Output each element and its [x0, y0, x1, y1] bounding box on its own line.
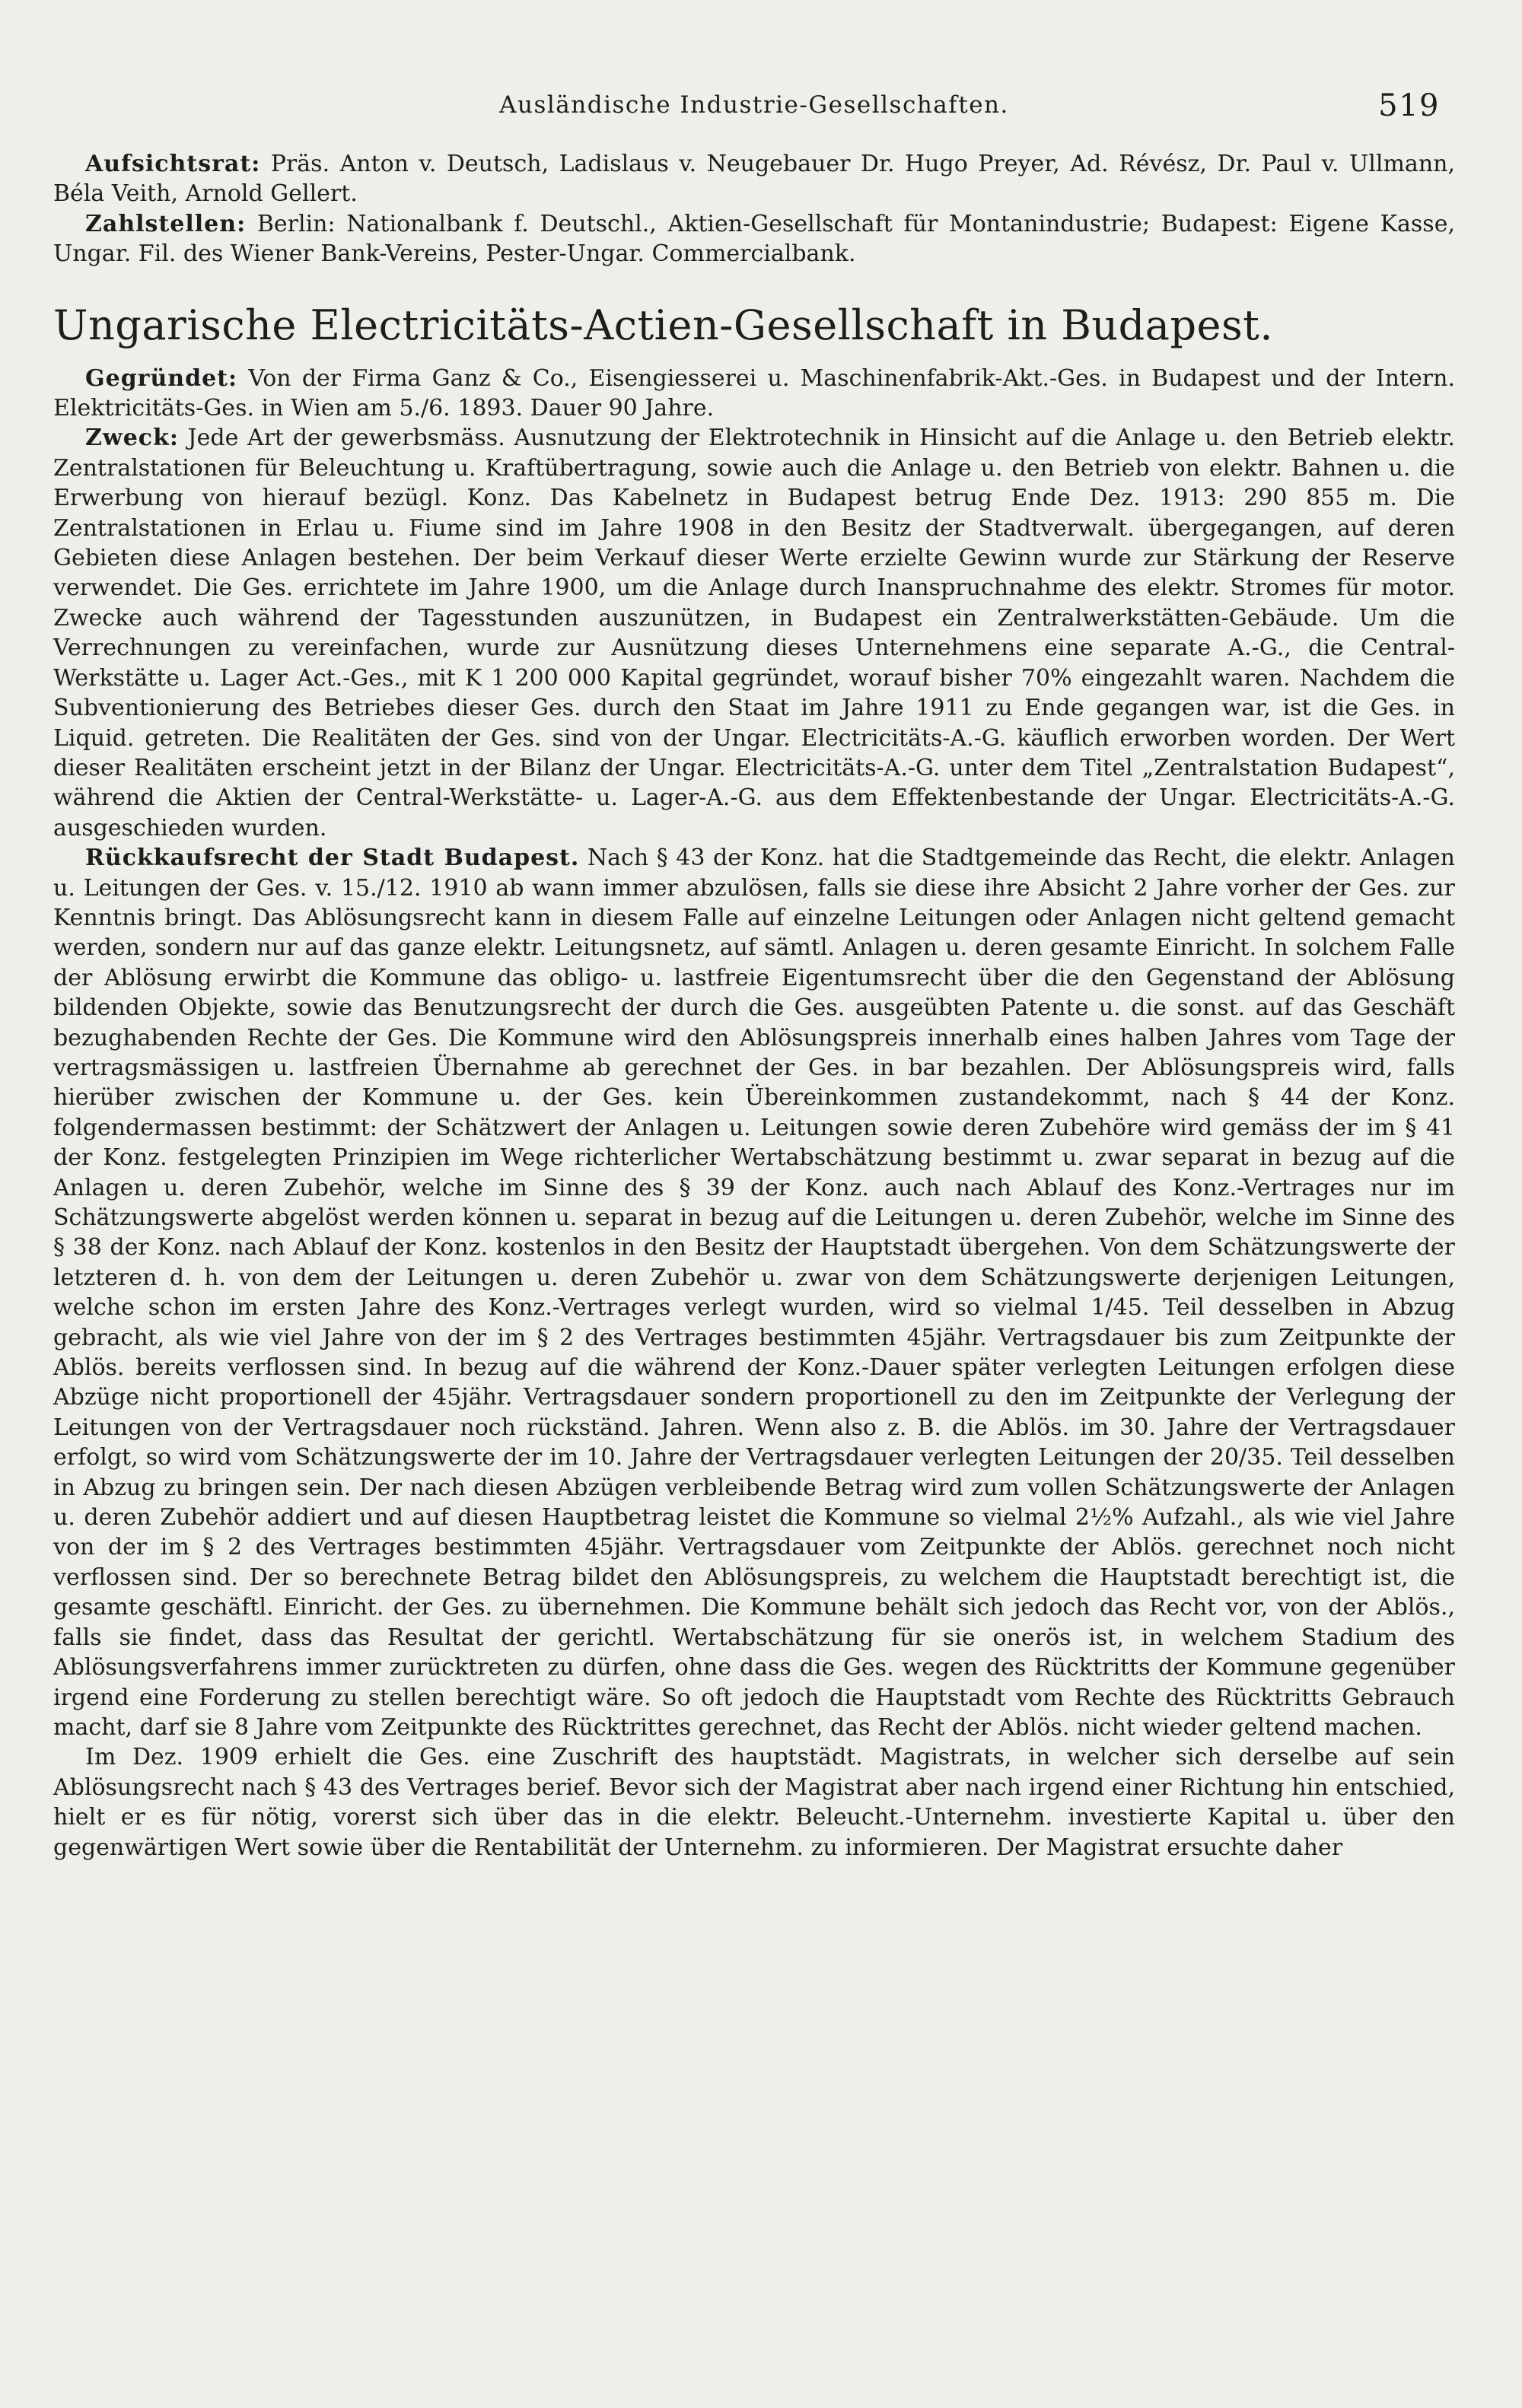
- gegruendet-text: Von der Firma Ganz & Co., Eisengiesserei u. Maschinenfabrik-Akt.-Ges. in Budapest und der Intern. Elektricitäts-Ges. in Wien am 5./6. 1893. Dauer 90 Jahre.: [53, 364, 1455, 422]
- aufsichtsrat-label: Aufsichtsrat:: [85, 151, 261, 177]
- page-number: 519: [1378, 88, 1440, 123]
- company-entry: [53, 364, 1455, 1862]
- gegruendet-label: Gegründet:: [85, 364, 238, 392]
- rueckkauf-text: Nach § 43 der Konz. hat die Stadtgemeinde das Recht, die elektr. Anlagen u. Leitungen der Ges. v. 15./12. 1910 ab wann immer abzulösen, falls sie diese ihre Absicht 2 Jahre vorher der Ges. zur Kenntnis bringt. Das Ablösungsrecht kann in diesem Falle auf einzelne Leitungen oder Anlagen nicht geltend gemacht werden, sondern nur auf das ganze elektr. Leitungsnetz, auf sämtl. Anlagen u. deren gesamte Einricht. In solchem Falle der Ablösung erwirbt die Kommune das obligo- u. lastfreie Eigentumsrecht über die den Gegenstand der Ablösung bildenden Objekte, sowie das Benutzungsrecht der durch die Ges. ausgeübten Patente u. die sonst. auf das Geschäft bezughabenden Rechte der Ges. Die Kommune wird den Ablösungspreis innerhalb eines halben Jahres vom Tage der vertragsmässigen u. lastfreien Übernahme ab gerechnet der Ges. in bar bezahlen. Der Ablösungspreis wird, falls hierüber zwischen der Kommune u. der Ges. kein Übereinkommen zustandekommt, nach § 44 der Konz. folgendermassen bestimmt: der Schätzwert der Anlagen u. Leitungen sowie deren Zubehöre wird gemäss der im § 41 der Konz. festgelegten Prinzipien im Wege richterlicher Wertabschätzung bestimmt u. zwar separat in bezug auf die Anlagen u. deren Zubehör, welche im Sinne des § 39 der Konz. auch nach Ablauf des Konz.-Vertrages nur im Schätzungswerte abgelöst werden können u. separat in bezug auf die Leitungen u. deren Zubehör, welche im Sinne des § 38 der Konz. nach Ablauf der Konz. kostenlos in den Besitz der Hauptstadt übergehen. Von dem Schätzungswerte der letzteren d. h. von dem der Leitungen u. deren Zubehör u. zwar von dem Schätzungswerte derjenigen Leitungen, welche schon im ersten Jahre des Konz.-Vertrages verlegt wurden, wird so vielmal 1/45. Teil desselben in Abzug gebracht, als wie viel Jahre von der im § 2 des Vertrages bestimmten 45jähr. Vertragsdauer bis zum Zeitpunkte der Ablös. bereits verflossen sind. In bezug auf die während der Konz.-Dauer später verlegten Leitungen erfolgen diese Abzüge nicht proportionell der 45jähr. Vertragsdauer sondern proportionell zu den im Zeitpunkte der Verlegung der Leitungen von der Vertragsdauer noch rückständ. Jahren. Wenn also z. B. die Ablös. im 30. Jahre der Vertragsdauer erfolgt, so wird vom Schätzungswerte der im 10. Jahre der Vertragsdauer verlegten Leitungen der 20/35. Teil desselben in Abzug zu bringen sein. Der nach diesen Abzügen verbleibende Betrag wird zum vollen Schätzungswerte der Anlagen u. deren Zubehör addiert und auf diesen Hauptbetrag leistet die Kommune so vielmal 2½% Aufzahl., als wie viel Jahre von der im § 2 des Vertrages bestimmten 45jähr. Vertragsdauer vom Zeitpunkte der Ablös. gerechnet noch nicht verflossen sind. Der so berechnete Betrag bildet den Ablösungspreis, zu welchem die Hauptstadt berechtigt ist, die gesamte geschäftl. Einricht. der Ges. zu übernehmen. Die Kommune behält sich jedoch das Recht vor, von der Ablös., falls sie findet, dass das Resultat der gerichtl. Wertabschätzung für sie onerös ist, in welchem Stadium des Ablösungsverfahrens immer zurücktreten zu dürfen, ohne dass die Ges. wegen des Rücktritts der Kommune gegenüber irgend eine Forderung zu stellen berechtigt wäre. So oft jedoch die Hauptstadt vom Rechte des Rücktritts Gebrauch macht, darf sie 8 Jahre vom Zeitpunkte des Rücktrittes gerechnet, das Recht der Ablös. nicht wieder geltend machen.: [53, 845, 1456, 1741]
- aufsichtsrat-text: Präs. Anton v. Deutsch, Ladislaus v. Neugebauer Dr. Hugo Preyer, Ad. Révész, Dr. Paul v. Ullmann, Béla Veith, Arnold Gellert.: [53, 151, 1456, 208]
- zweck-text: Jede Art der gewerbsmäss. Ausnutzung der Elektrotechnik in Hinsicht auf die Anlage u. den Betrieb elektr. Zentralstationen für Beleuchtung u. Kraftübertragung, sowie auch die Anlage u. den Betrieb von elektr. Bahnen u. die Erwerbung von hierauf bezügl. Konz. Das Kabelnetz in Budapest betrug Ende Dez. 1913: 290 855 m. Die Zentralstationen in Erlau u. Fiume sind im Jahre 1908 in den Besitz der Stadtverwalt. übergegangen, auf deren Gebieten diese Anlagen bestehen. Der beim Verkauf dieser Werte erzielte Gewinn wurde zur Stärkung der Reserve verwendet. Die Ges. errichtete im Jahre 1900, um die Anlage durch Inanspruchnahme des elektr. Stromes für motor. Zwecke auch während der Tagesstunden auszunützen, in Budapest ein Zentralwerkstätten-Gebäude. Um die Verrechnungen zu vereinfachen, wurde zur Ausnützung dieses Unternehmens eine separate A.-G., die Central-Werkstätte u. Lager Act.-Ges., mit K 1 200 000 Kapital gegründet, worauf bisher 70% eingezahlt waren. Nachdem die Subventionierung des Betriebes dieser Ges. durch den Staat im Jahre 1911 zu Ende gegangen war, ist die Ges. in Liquid. getreten. Die Realitäten der Ges. sind von der Ungar. Electricitäts-A.-G. käuflich erworben worden. Der Wert dieser Realitäten erscheint jetzt in der Bilanz der Ungar. Electricitäts-A.-G. unter dem Titel „Zentralstation Budapest“, während die Aktien der Central-Werkstätte- u. Lager-A.-G. aus dem Effektenbestande der Ungar. Electricitäts-A.-G. ausgeschieden wurden.: [53, 425, 1455, 841]
- rueckkauf-paragraph: [53, 843, 1455, 1742]
- gegruendet-paragraph: [53, 364, 1455, 424]
- zweck-label: Zweck:: [85, 425, 179, 452]
- company-title: Ungarische Electricitäts-Actien-Gesellschaft in Budapest.: [53, 301, 1274, 349]
- zahlstellen-paragraph: [53, 209, 1455, 269]
- running-head: [53, 88, 1455, 137]
- zahlstellen-label: Zahlstellen:: [85, 210, 247, 237]
- aufsichtsrat-paragraph: [53, 149, 1455, 209]
- magistrat-paragraph: Im Dez. 1909 erhielt die Ges. eine Zuschrift des hauptstädt. Magistrats, in welcher sich derselbe auf sein Ablösungsrecht nach § 43 des Vertrages berief. Bevor sich der Magistrat aber nach irgend einer Richtung hin entschied, hielt er es für nötig, vorerst sich über das in die elektr. Beleucht.-Unternehm. investierte Kapital u. über den gegenwärtigen Wert sowie über die Rentabilität der Unternehm. zu informieren. Der Magistrat ersuchte daher: [53, 1744, 1455, 1861]
- zweck-paragraph: [53, 423, 1455, 843]
- rueckkauf-label: Rückkaufsrecht der Stadt Budapest.: [85, 845, 580, 872]
- running-title: Ausländische Industrie-Gesellschaften.: [499, 91, 1009, 119]
- previous-company-entry: [53, 149, 1455, 269]
- zahlstellen-text: Berlin: Nationalbank f. Deutschl., Aktien-Gesellschaft für Montanindustrie; Budapest: Eigene Kasse, Ungar. Fil. des Wiener Bank-Vereins, Pester-Ungar. Commercialbank.: [53, 210, 1455, 268]
